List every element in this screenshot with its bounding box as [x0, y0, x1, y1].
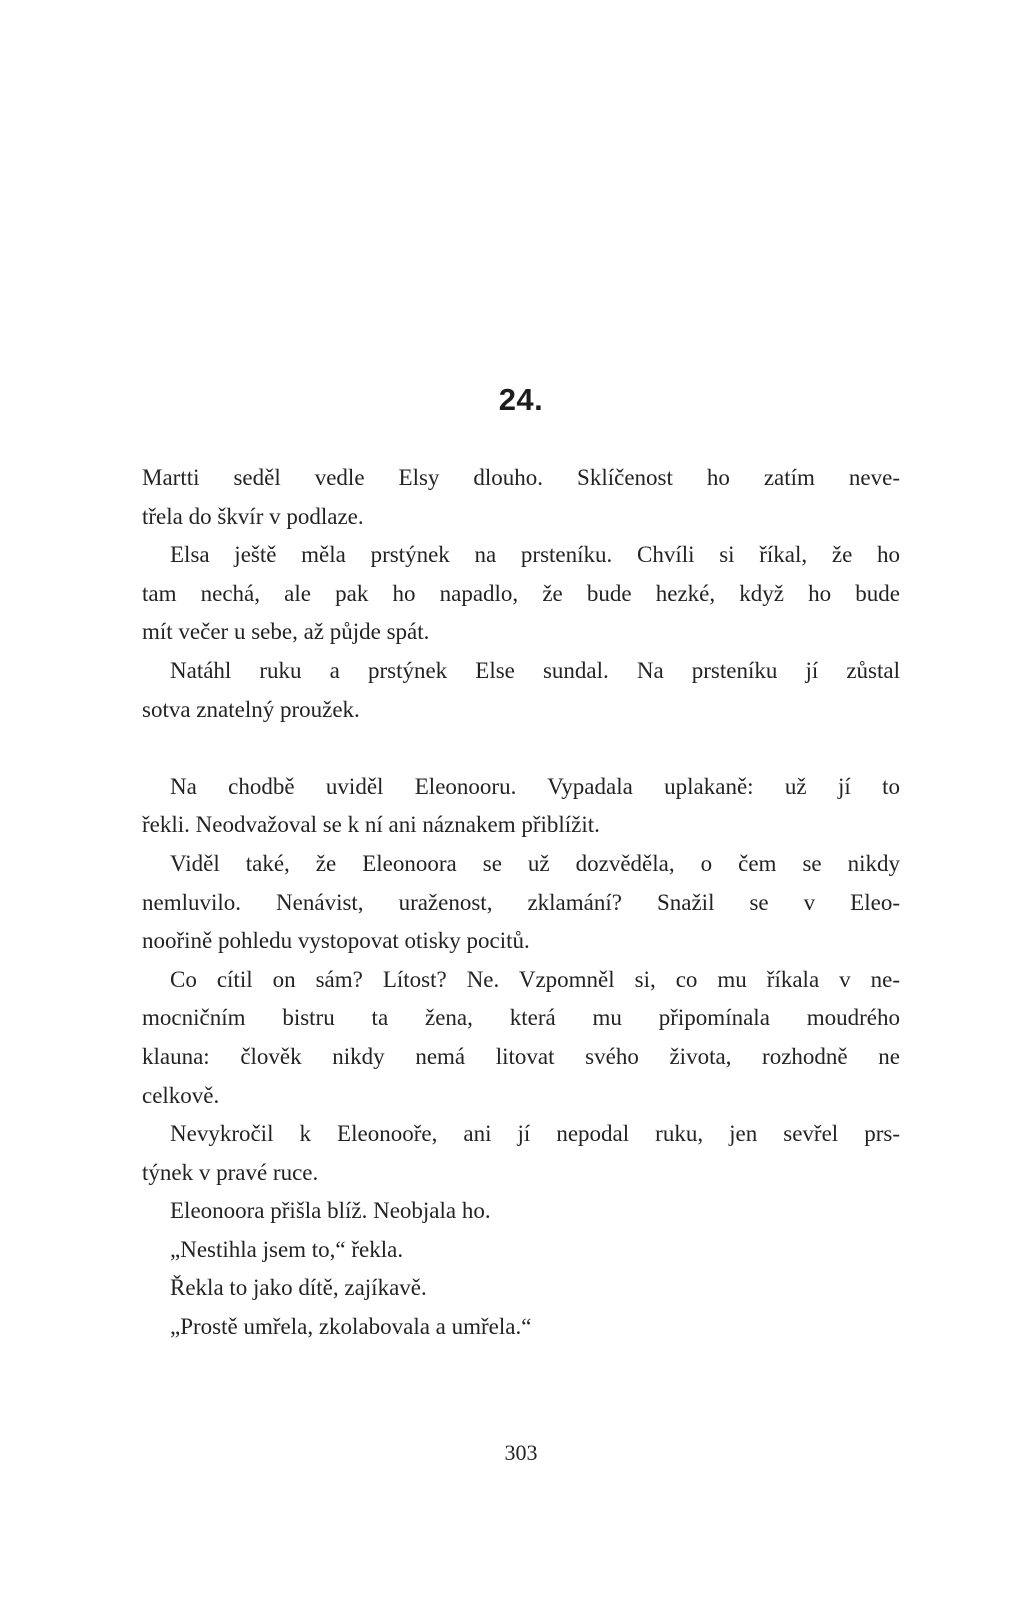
text-line: mít večer u sebe, až půjde spát.: [142, 619, 430, 645]
text-line: tam nechá, ale pak ho napadlo, že bude hezké, když ho bude: [142, 580, 900, 606]
text-line: Eleonoora přišla blíž. Neobjala ho.: [170, 1198, 491, 1224]
text-line: týnek v pravé ruce.: [142, 1159, 319, 1185]
page-number: 303: [504, 1440, 538, 1465]
text-line: mocničním bistru ta žena, která mu připomínala moudrého: [142, 1005, 900, 1031]
text-line: Natáhl ruku a prstýnek Else sundal. Na prsteníku jí zůstal: [170, 657, 900, 683]
text-line: sotva znatelný proužek.: [142, 696, 360, 722]
text-line: Na chodbě uviděl Eleonooru. Vypadala uplakaně: už jí to: [170, 773, 900, 799]
text-line: třela do škvír v podlaze.: [142, 503, 364, 529]
text-line: „Prostě umřela, zkolabovala a umřela.“: [170, 1314, 532, 1340]
paragraph-spacer: [142, 729, 900, 768]
text-line: Martti seděl vedle Elsy dlouho. Sklíčenost ho zatím neve-: [142, 465, 900, 490]
text-block: [142, 459, 900, 1347]
text-line: řekli. Neodvažoval se k ní ani náznakem přiblížit.: [142, 812, 600, 838]
text-line: Nevykročil k Eleonooře, ani jí nepodal ruku, jen sevřel prs-: [170, 1121, 900, 1147]
text-line: Řekla to jako dítě, zajíkavě.: [170, 1275, 427, 1301]
text-line: klauna: člověk nikdy nemá litovat svého života, rozhodně ne: [142, 1043, 900, 1069]
text-line: Elsa ještě měla prstýnek na prsteníku. Chvíli si říkal, že ho: [170, 542, 900, 568]
chapter-number: 24.: [498, 382, 544, 417]
text-line: celkově.: [142, 1082, 220, 1108]
text-line: „Nestihla jsem to,“ řekla.: [170, 1236, 404, 1262]
text-line: noořině pohledu vystopovat otisky pocitů.: [142, 928, 530, 954]
text-line: Co cítil on sám? Lítost? Ne. Vzpomněl si, co mu říkala v ne-: [170, 966, 900, 992]
text-line: Viděl také, že Eleonoora se už dozvěděla, o čem se nikdy: [170, 850, 900, 876]
text-line: nemluvilo. Nenávist, uraženost, zklamání? Snažil se v Eleo-: [142, 889, 900, 915]
